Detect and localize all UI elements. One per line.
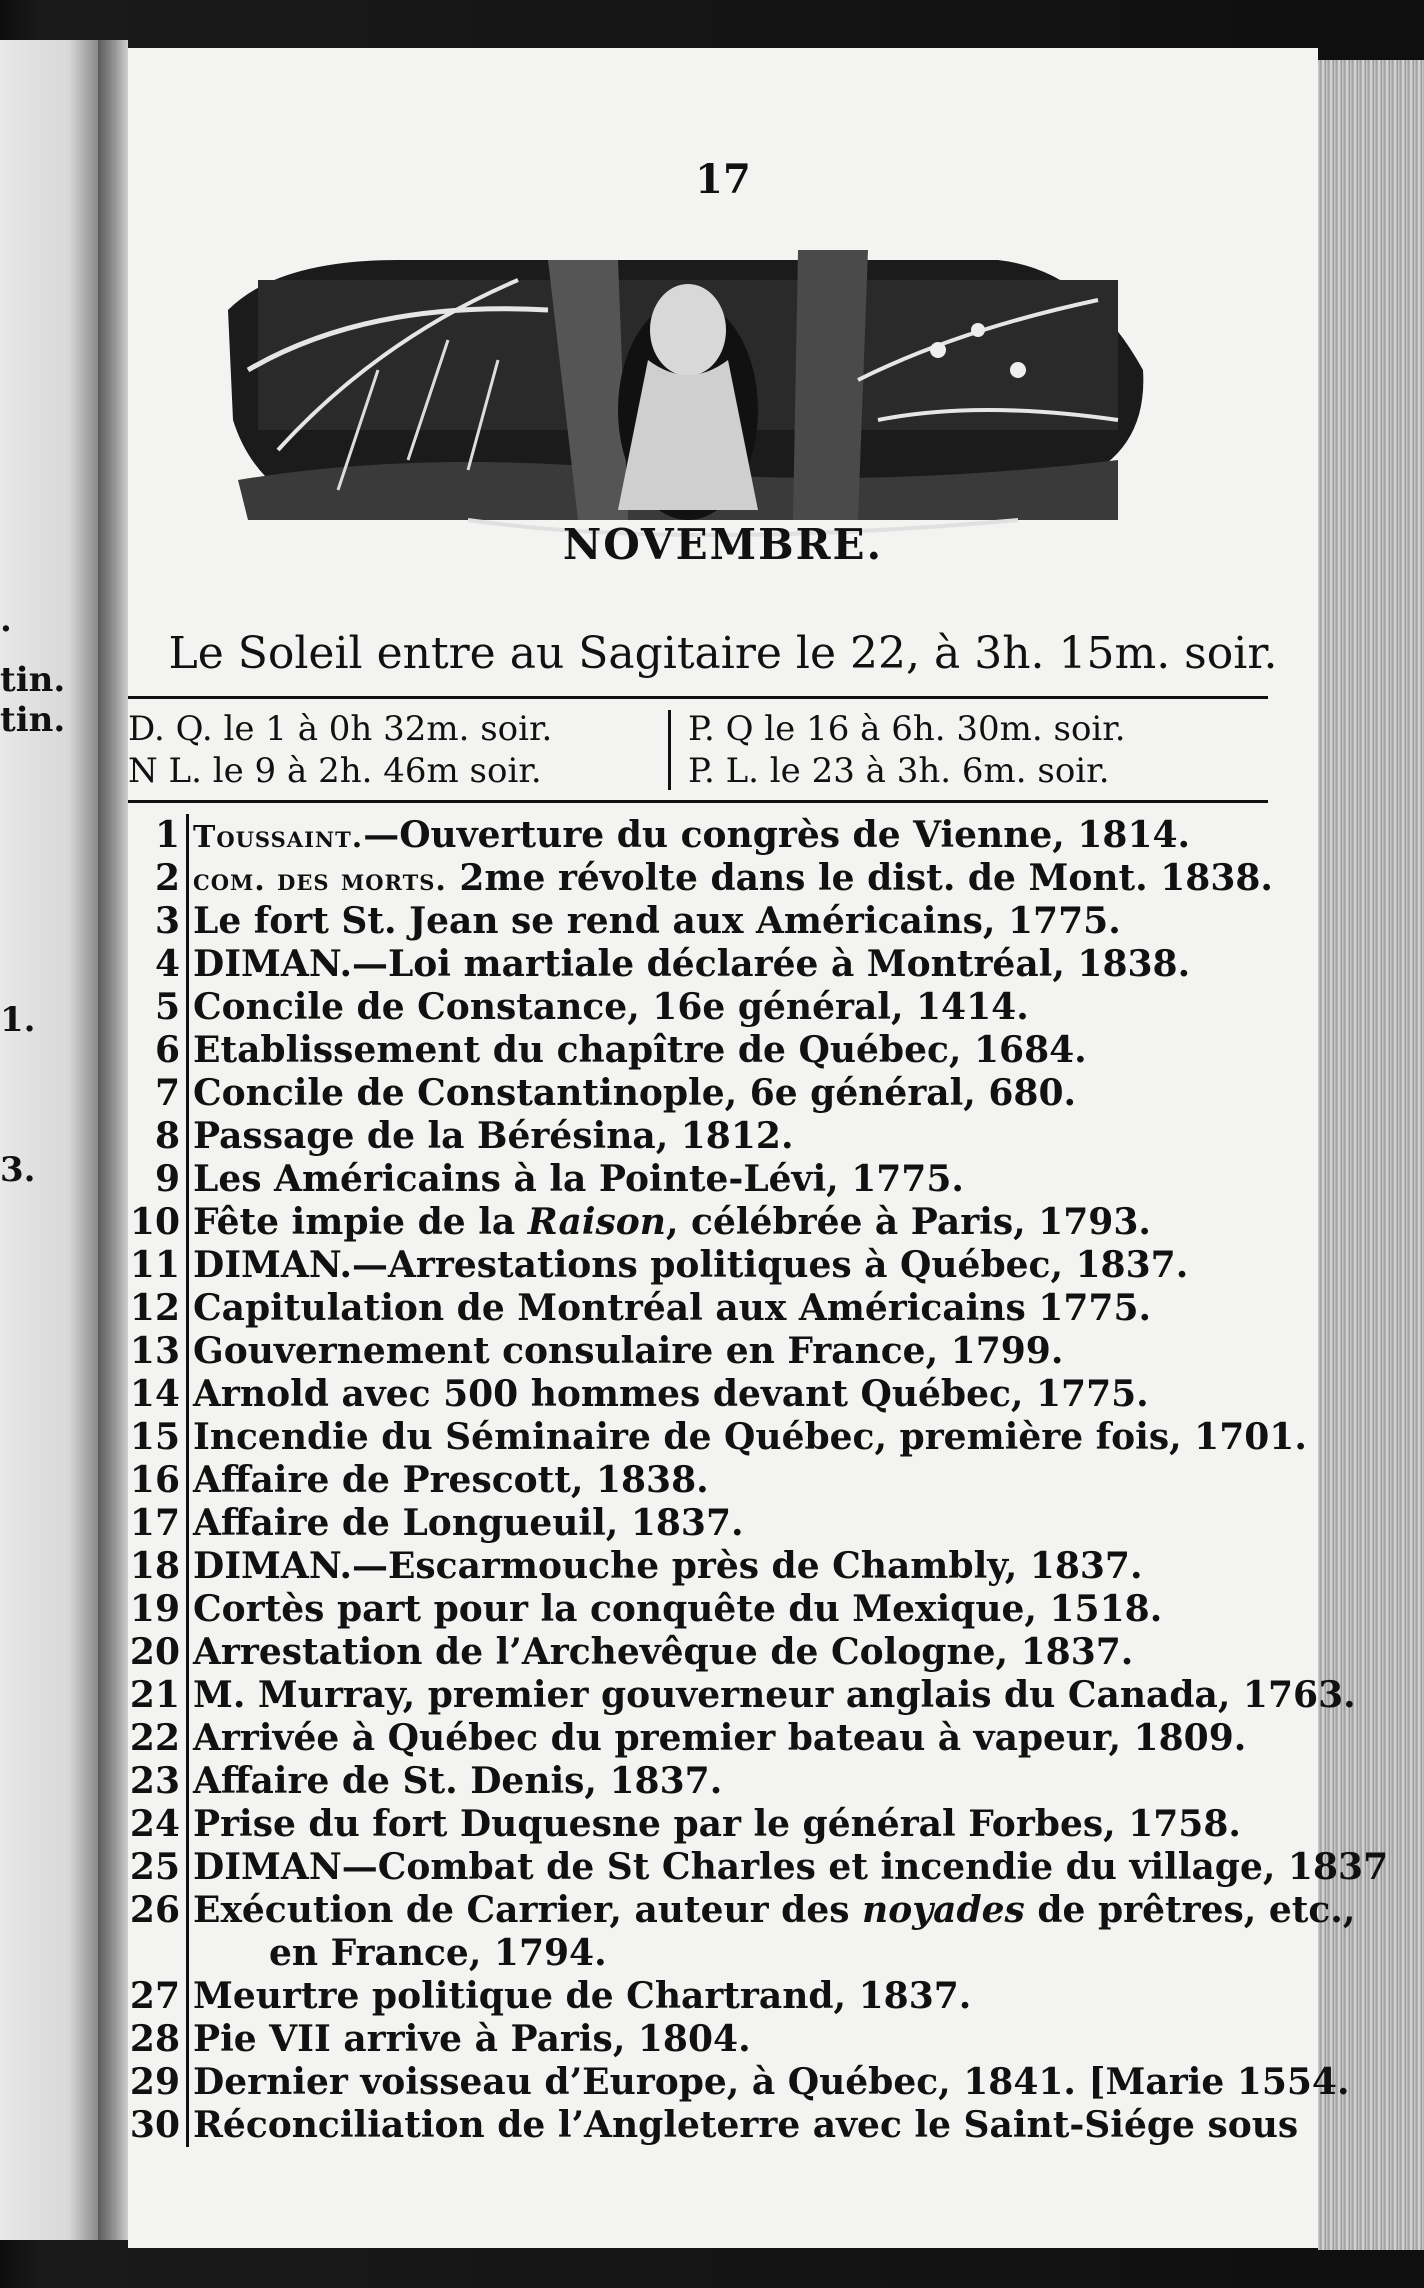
day-number: 3 [128, 900, 189, 943]
day-text-italic: noyades [862, 1889, 1025, 1931]
day-lead: Toussaint. [193, 820, 364, 855]
day-text-rest: —Ouverture du congrès de Vienne, 1814. [363, 814, 1191, 856]
day-text-rest: 2me révolte dans le dist. de Mont. 1838. [446, 857, 1273, 899]
sun-entry-line: Le Soleil entre au Sagitaire le 22, à 3h. 15m. soir. [168, 628, 1278, 679]
day-entry [128, 1029, 1318, 1072]
day-number: 29 [128, 2061, 189, 2104]
day-number: 18 [128, 1545, 189, 1588]
day-entry [128, 1115, 1318, 1158]
day-number: 30 [128, 2104, 189, 2147]
day-number: 7 [128, 1072, 189, 1115]
moon-phases-right [688, 708, 1268, 792]
left-page-fragment: 3. [0, 1150, 36, 1190]
rule-top [128, 696, 1268, 699]
day-entry [128, 1416, 1318, 1459]
left-page-fragment: . [0, 600, 12, 640]
page-number: 17 [695, 156, 751, 203]
day-number: 14 [128, 1373, 189, 1416]
day-entry-continuation [128, 1932, 1318, 1975]
day-text-after: de prêtres, etc., [1024, 1889, 1356, 1931]
day-text-before: Exécution de Carrier, auteur des [193, 1889, 863, 1931]
day-number: 8 [128, 1115, 189, 1158]
day-number: 6 [128, 1029, 189, 1072]
day-entry [128, 1287, 1318, 1330]
day-entry [128, 2061, 1350, 2104]
day-text: Arnold avec 500 hommes devant Québec, 1775. [193, 1373, 1149, 1415]
day-text: Prise du fort Duquesne par le général Forbes, 1758. [193, 1803, 1241, 1845]
day-text-continuation: en France, 1794. [269, 1932, 607, 1974]
day-entry [128, 1846, 1389, 1889]
day-number: 15 [128, 1416, 189, 1459]
day-number: 22 [128, 1717, 189, 1760]
day-entry [128, 1373, 1318, 1416]
day-text: Passage de la Bérésina, 1812. [193, 1115, 794, 1157]
day-text-before: Fête impie de la [193, 1201, 528, 1243]
day-entry [128, 1889, 1356, 1932]
day-number-blank [128, 1932, 189, 1975]
day-number: 11 [128, 1244, 189, 1287]
day-number: 24 [128, 1803, 189, 1846]
day-entry [128, 1975, 1318, 2018]
day-text [189, 814, 1190, 857]
day-text: Dernier voisseau d’Europe, à Québec, 1841. [Marie 1554. [193, 2061, 1350, 2103]
left-page-fragment: tin. [0, 700, 66, 740]
moon-phases [128, 708, 1268, 796]
day-entry [128, 1459, 1318, 1502]
left-page-edge [0, 40, 98, 2240]
day-number: 27 [128, 1975, 189, 2018]
day-entry [128, 1674, 1356, 1717]
day-text: DIMAN.—Arrestations politiques à Québec, 1837. [193, 1244, 1189, 1286]
moon-phase-entry: P. L. le 23 à 3h. 6m. soir. [688, 751, 1110, 791]
day-number: 21 [128, 1674, 189, 1717]
day-number: 12 [128, 1287, 189, 1330]
day-text-after: , célébrée à Paris, 1793. [665, 1201, 1151, 1243]
day-text: Les Américains à la Pointe-Lévi, 1775. [193, 1158, 964, 1200]
day-text: M. Murray, premier gouverneur anglais du Canada, 1763. [193, 1674, 1356, 1716]
moon-phase-entry: N L. le 9 à 2h. 46m soir. [128, 751, 542, 791]
moon-phase-entry: P. Q le 16 à 6h. 30m. soir. [688, 709, 1126, 749]
calendar-page [128, 48, 1389, 2248]
day-text: Incendie du Séminaire de Québec, première fois, 1701. [193, 1416, 1307, 1458]
day-text: Le fort St. Jean se rend aux Américains, 1775. [193, 900, 1121, 942]
day-text: Affaire de St. Denis, 1837. [193, 1760, 723, 1802]
day-text [189, 1201, 1151, 1244]
day-text: Capitulation de Montréal aux Américains 1775. [193, 1287, 1152, 1329]
day-number: 28 [128, 2018, 189, 2061]
day-entry [128, 1244, 1318, 1287]
day-number: 10 [128, 1201, 189, 1244]
day-entry [128, 1631, 1318, 1674]
day-text: Arrivée à Québec du premier bateau à vapeur, 1809. [193, 1717, 1247, 1759]
day-text: Concile de Constance, 16e général, 1414. [193, 986, 1029, 1028]
day-number: 2 [128, 857, 189, 900]
day-text: Affaire de Prescott, 1838. [193, 1459, 709, 1501]
day-number: 17 [128, 1502, 189, 1545]
day-number: 9 [128, 1158, 189, 1201]
day-text: Réconciliation de l’Angleterre avec le Saint-Siége sous [193, 2104, 1299, 2146]
woodcut-illustration [218, 220, 1158, 540]
day-number: 26 [128, 1889, 189, 1932]
day-entry [128, 1330, 1318, 1373]
day-text: DIMAN—Combat de St Charles et incendie du village, 1837 [193, 1846, 1389, 1888]
day-lead: com. des morts. [193, 863, 447, 898]
day-entry [128, 1158, 1318, 1201]
day-entry [128, 1072, 1318, 1115]
rule-bottom [128, 800, 1268, 803]
day-text: Etablissement du chapître de Québec, 1684. [193, 1029, 1087, 1071]
day-entry [128, 1502, 1318, 1545]
day-number: 23 [128, 1760, 189, 1803]
day-text [189, 1889, 1355, 1932]
day-number: 1 [128, 814, 189, 857]
day-text [189, 857, 1273, 900]
day-number: 19 [128, 1588, 189, 1631]
day-text: Arrestation de l’Archevêque de Cologne, 1837. [193, 1631, 1134, 1673]
day-entry [128, 814, 1318, 857]
day-text: Pie VII arrive à Paris, 1804. [193, 2018, 751, 2060]
day-entry [128, 943, 1318, 986]
moon-phase-entry: D. Q. le 1 à 0h 32m. soir. [128, 709, 553, 749]
day-entry [128, 1201, 1318, 1244]
day-text: DIMAN.—Loi martiale déclarée à Montréal, 1838. [193, 943, 1191, 985]
day-entry [128, 1803, 1318, 1846]
day-entry [128, 1760, 1318, 1803]
day-entry [128, 2018, 1318, 2061]
day-entry [128, 1545, 1318, 1588]
day-text-italic: Raison [527, 1201, 666, 1243]
day-entry [128, 986, 1318, 1029]
day-list [128, 814, 1389, 2147]
day-entry [128, 1717, 1318, 1760]
moon-phases-left [128, 708, 668, 792]
day-text: Affaire de Longueuil, 1837. [193, 1502, 744, 1544]
day-text: DIMAN.—Escarmouche près de Chambly, 1837. [193, 1545, 1143, 1587]
day-number: 5 [128, 986, 189, 1029]
day-text: Concile de Constantinople, 6e général, 680. [193, 1072, 1077, 1114]
day-number: 13 [128, 1330, 189, 1373]
day-entry [128, 2104, 1318, 2147]
month-title: NOVEMBRE. [562, 520, 884, 569]
day-number: 25 [128, 1846, 189, 1889]
day-number: 16 [128, 1459, 189, 1502]
day-number: 20 [128, 1631, 189, 1674]
day-text: Gouvernement consulaire en France, 1799. [193, 1330, 1064, 1372]
day-entry [128, 900, 1318, 943]
book-gutter [98, 40, 128, 2240]
day-text: Meurtre politique de Chartrand, 1837. [193, 1975, 972, 2017]
day-entry [128, 857, 1318, 900]
day-text: Cortès part pour la conquête du Mexique, 1518. [193, 1588, 1163, 1630]
left-page-fragment: 1. [0, 1000, 36, 1040]
day-entry [128, 1588, 1318, 1631]
left-page-fragment: tin. [0, 660, 66, 700]
moon-divider [668, 710, 671, 790]
day-number: 4 [128, 943, 189, 986]
